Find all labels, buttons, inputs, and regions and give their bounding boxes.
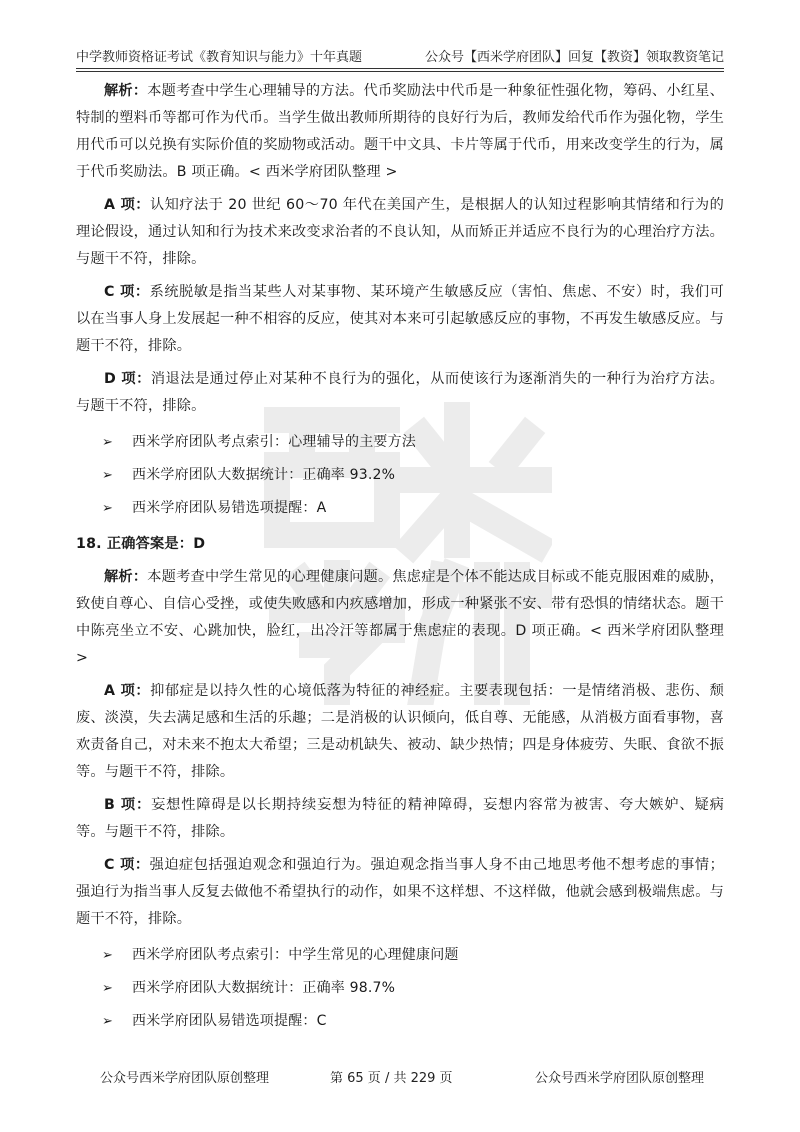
q18-option-a [76,678,724,786]
arrow-bullet-icon: ➢ [102,948,114,963]
page-content [76,78,724,1038]
q18-option-c-text: 强迫症包括强迫观念和强迫行为。强迫观念指当事人身不由己地思考他不想考虑的事情；强迫行为指当事人反复去做他不希望执行的动作，如果不这样想、不这样做，他就会感到极端焦虑。与题干不符，排除。 [76,857,724,927]
footer-right: 公众号西米学府团队原创整理 [534,1071,704,1086]
q18-option-c [76,852,724,933]
page-header [76,40,724,70]
q18-analysis [76,564,724,672]
header-right-note: 公众号【西米学府团队】回复【教资】领取教资笔记 [424,50,724,65]
q18-bullet-mistake-text: 西米学府团队易错选项提醒：C [132,1013,327,1029]
q17-bullet-mistake [76,492,724,525]
arrow-bullet-icon: ➢ [102,468,114,483]
q18-option-c-label: C 项： [104,857,150,873]
q17-option-d-label: D 项： [104,371,151,387]
q17-analysis [76,78,724,186]
q17-option-c [76,279,724,360]
q18-bullet-topic-text: 西米学府团队考点索引：中学生常见的心理健康问题 [132,947,459,963]
header-rule [76,68,724,69]
q17-bullet-stats [76,459,724,492]
q17-option-a-text: 认知疗法于 20 世纪 60～70 年代在美国产生，是根据人的认知过程影响其情绪和行为的理论假设，通过认知和行为技术来改变求治者的不良认知，从而矫正并适应不良行为的心理治疗方法。与题干不符，排除。 [76,197,724,267]
footer-left: 公众号西米学府团队原创整理 [100,1071,270,1086]
q18-bullet-stats [76,972,724,1005]
q17-bullet-topic [76,426,724,459]
q17-option-c-label: C 项： [104,284,150,300]
q17-analysis-text: 本题考查中学生心理辅导的方法。代币奖励法中代币是一种象征性强化物，筹码、小红星、特制的塑料币等都可作为代币。当学生做出教师所期待的良好行为后，教师发给代币作为强化物，学生用代币可以兑换有实际价值的奖励物或活动。题干中文具、卡片等属于代币，用来改变学生的行为，属于代币奖励法。B 项正确。< 西米学府团队整理 > [76,83,724,180]
q17-option-c-text: 系统脱敏是指当某些人对某事物、某环境产生敏感反应（害怕、焦虑、不安）时，我们可以在当事人身上发展起一种不相容的反应，使其对本来可引起敏感反应的事物，不再发生敏感反应。与题干不符，排除。 [76,284,724,354]
header-left-title: 中学教师资格证考试《教育知识与能力》十年真题 [76,50,363,65]
q17-option-d-text: 消退法是通过停止对某种不良行为的强化，从而使该行为逐渐消失的一种行为治疗方法。与题干不符，排除。 [76,371,724,414]
q18-option-b-label: B 项： [104,797,152,813]
q17-option-a [76,192,724,273]
q18-option-b [76,792,724,846]
q18-option-a-text: 抑郁症是以持久性的心境低落为特征的神经症。主要表现包括：一是情绪消极、悲伤、颓废、淡漠，失去满足感和生活的乐趣；二是消极的认识倾向，低自尊、无能感，从消极方面看事物，喜欢责备自己，对未来不抱太大希望；三是动机缺失、被动、缺少热情；四是身体疲劳、失眠、食欲不振等。与题干不符，排除。 [76,683,724,780]
q18-option-b-text: 妄想性障碍是以长期持续妄想为特征的精神障碍，妄想内容常为被害、夸大嫉妒、疑病等。与题干不符，排除。 [76,797,724,840]
q17-bullet-topic-text: 西米学府团队考点索引：心理辅导的主要方法 [132,434,416,450]
q18-analysis-text: 本题考查中学生常见的心理健康问题。焦虑症是个体不能达成目标或不能克服困难的威胁，致使自尊心、自信心受挫，或使失败感和内疚感增加，形成一种紧张不安、带有恐惧的情绪状态。题干中陈亮坐立不安、心跳加快，脸红，出冷汗等都属于焦虑症的表现。D 项正确。< 西米学府团队整理 > [76,569,724,666]
q17-analysis-label: 解析： [104,83,148,99]
page-number: 第 65 页 / 共 229 页 [330,1071,453,1086]
q17-bullet-stats-text: 西米学府团队大数据统计：正确率 93.2% [132,467,396,483]
q17-bullet-mistake-text: 西米学府团队易错选项提醒：A [132,500,327,516]
q18-bullet-topic [76,939,724,972]
arrow-bullet-icon: ➢ [102,501,114,516]
q18-analysis-label: 解析： [104,569,148,585]
q17-option-a-label: A 项： [104,197,150,213]
arrow-bullet-icon: ➢ [102,435,114,450]
q18-bullet-mistake [76,1005,724,1038]
q17-option-d [76,366,724,420]
q18-heading: 18. 正确答案是：D [76,536,206,552]
q18-option-a-label: A 项： [104,683,151,699]
arrow-bullet-icon: ➢ [102,1014,114,1029]
header-rule-thin [76,71,724,72]
arrow-bullet-icon: ➢ [102,981,114,996]
q18-bullet-stats-text: 西米学府团队大数据统计：正确率 98.7% [132,980,396,996]
